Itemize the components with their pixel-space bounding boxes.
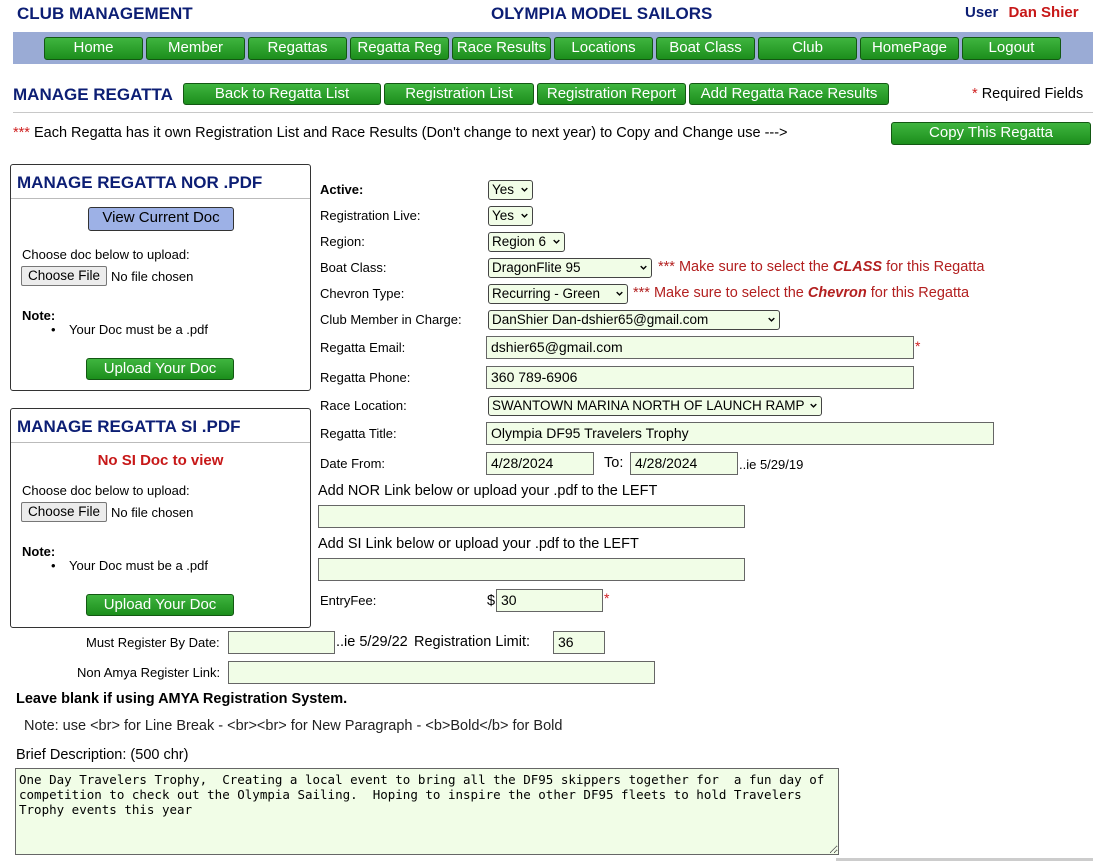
nor-choose-file-button[interactable]: Choose File [21,266,107,286]
chevron-down-icon [521,186,528,193]
boat-class-warn-post: for this Regatta [886,259,985,275]
chevron-down-icon [521,212,528,219]
boat-class-value: DragonFlite 95 [492,260,581,275]
nor-choose-label: Choose doc below to upload: [22,247,190,262]
format-note: Note: use <br> for Line Break - <br><br> for New Paragraph - <b>Bold</b> for Bold [24,718,563,734]
regatta-title-label: Regatta Title: [320,426,397,441]
back-to-regatta-list-button[interactable]: Back to Regatta List [183,83,381,105]
reg-limit-input[interactable]: 36 [553,631,605,654]
boat-class-select[interactable] [488,258,652,278]
copy-note-stars: *** [13,125,30,141]
chevron-down-icon [616,290,623,297]
chevron-warn-pre: *** Make sure to select the [633,285,804,301]
si-panel-title: MANAGE REGATTA SI .PDF [17,417,241,436]
boat-class-warn-pre: *** Make sure to select the [658,259,829,275]
no-si-doc-message: No SI Doc to view [97,452,224,469]
chevron-warn-post: for this Regatta [870,285,970,301]
non-amya-input[interactable] [228,661,655,684]
nor-link-label: Add NOR Link below or upload your .pdf to the LEFT [318,483,658,499]
race-location-label: Race Location: [320,398,407,413]
required-star: * [915,338,921,354]
member-in-charge-label: Club Member in Charge: [320,312,462,327]
required-fields-note [972,86,1083,102]
nav-club[interactable]: Club [758,37,857,60]
region-value: Region 6 [492,234,547,249]
region-select[interactable] [488,232,565,252]
race-location-select[interactable] [488,396,822,416]
nav-boat-class[interactable]: Boat Class [656,37,755,60]
chevron-warn-em: Chevron [807,285,867,301]
active-value: Yes [492,182,515,197]
nav-member[interactable]: Member [146,37,245,60]
reg-limit-label: Registration Limit: [414,634,531,650]
date-hint: ..ie 5/29/19 [739,457,804,472]
nor-link-input[interactable] [318,505,745,528]
must-register-input[interactable] [228,631,335,654]
chevron-down-icon [768,316,775,323]
divider [11,442,310,443]
nor-note-item: Your Doc must be a .pdf [69,322,208,337]
si-upload-button[interactable]: Upload Your Doc [86,594,234,616]
currency-symbol: $ [487,593,496,609]
copy-regatta-button[interactable]: Copy This Regatta [891,122,1091,145]
must-register-label: Must Register By Date: [86,635,220,650]
date-from-input[interactable]: 4/28/2024 [486,452,594,475]
chevron-warning [633,285,969,301]
club-name: OLYMPIA MODEL SAILORS [491,4,713,23]
member-in-charge-value: DanShier Dan-dshier65@gmail.com [492,312,709,327]
member-in-charge-select[interactable] [488,310,780,330]
boat-class-warn-em: CLASS [832,259,883,275]
chevron-type-label: Chevron Type: [320,286,405,301]
date-from-label: Date From: [320,456,386,471]
nor-upload-button[interactable]: Upload Your Doc [86,358,234,380]
registration-list-button[interactable]: Registration List [384,83,534,105]
chevron-type-select[interactable] [488,284,628,304]
nor-panel [10,164,311,391]
leave-blank-note: Leave blank if using AMYA Registration System. [16,691,348,707]
nav-regatta-reg[interactable]: Regatta Reg [350,37,449,60]
brief-description-label: Brief Description: (500 chr) [16,747,189,763]
page-title: MANAGE REGATTA [13,85,173,104]
regatta-phone-input[interactable]: 360 789-6906 [486,366,914,389]
chevron-down-icon [810,402,817,409]
si-panel [10,408,311,628]
si-choose-label: Choose doc below to upload: [22,483,190,498]
nor-note-label: Note: [22,308,56,323]
chevron-down-icon [553,238,560,245]
nav-homepage[interactable]: HomePage [860,37,959,60]
nav-locations[interactable]: Locations [554,37,653,60]
app-title: CLUB MANAGEMENT [17,4,193,23]
must-register-hint: ..ie 5/29/22 [336,634,408,650]
chevron-down-icon [640,264,647,271]
nor-note-bullet: • [51,322,56,337]
brief-description-textarea[interactable] [15,768,839,855]
chevron-type-value: Recurring - Green [492,286,601,301]
entry-fee-label: EntryFee: [320,593,377,608]
nav-race-results[interactable]: Race Results [452,37,551,60]
user-label: User [965,4,999,21]
active-select[interactable] [488,180,533,200]
date-to-label: To: [604,455,624,471]
main-nav [13,32,1093,64]
nor-panel-title: MANAGE REGATTA NOR .PDF [17,173,263,192]
copy-note [13,125,788,141]
nor-file-status: No file chosen [111,269,194,284]
add-race-results-button[interactable]: Add Regatta Race Results [689,83,889,105]
reg-live-label: Registration Live: [320,208,421,223]
required-label: Required Fields [981,86,1084,102]
si-note-label: Note: [22,544,56,559]
user-info [965,4,1079,21]
date-to-input[interactable]: 4/28/2024 [630,452,738,475]
regatta-title-input[interactable]: Olympia DF95 Travelers Trophy [486,422,994,445]
required-star: * [604,590,610,606]
race-location-value: SWANTOWN MARINA NORTH OF LAUNCH RAMP [492,398,805,413]
si-link-input[interactable] [318,558,745,581]
reg-live-select[interactable] [488,206,533,226]
user-name: Dan Shier [1008,4,1079,21]
regatta-email-input[interactable]: dshier65@gmail.com [486,336,914,359]
non-amya-label: Non Amya Register Link: [77,665,221,680]
si-note-item: Your Doc must be a .pdf [69,558,208,573]
nav-regattas[interactable]: Regattas [248,37,347,60]
nav-home[interactable]: Home [44,37,143,60]
si-choose-file-button[interactable]: Choose File [21,502,107,522]
region-label: Region: [320,234,365,249]
registration-report-button[interactable]: Registration Report [537,83,686,105]
si-note-bullet: • [51,558,56,573]
regatta-email-label: Regatta Email: [320,340,406,355]
boat-class-label: Boat Class: [320,260,387,275]
active-label: Active: [320,182,364,197]
boat-class-warning [658,259,984,275]
si-file-status: No file chosen [111,505,194,520]
entry-fee-input[interactable]: 30 [496,589,603,612]
copy-note-text: Each Regatta has it own Registration List and Race Results (Don't change to next year) to Copy and Change use ---> [33,125,788,141]
divider [11,198,310,199]
reg-live-value: Yes [492,208,515,223]
required-star: * [972,86,978,102]
divider [13,112,1093,113]
view-current-doc-button[interactable]: View Current Doc [88,207,234,231]
si-link-label: Add SI Link below or upload your .pdf to the LEFT [318,536,639,552]
regatta-phone-label: Regatta Phone: [320,370,411,385]
nav-logout[interactable]: Logout [962,37,1061,60]
